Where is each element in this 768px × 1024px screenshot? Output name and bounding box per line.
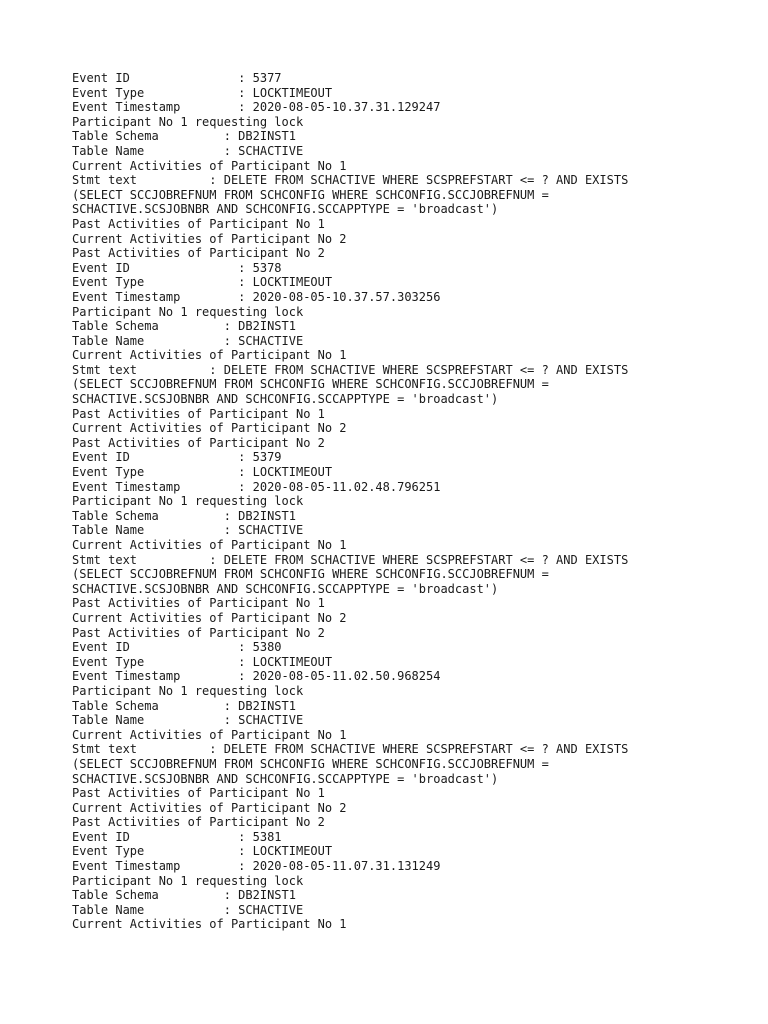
log-line: Current Activities of Participant No 1 [72, 727, 347, 742]
event-list [72, 71, 752, 932]
log-line: Table Name : SCHACTIVE [72, 713, 304, 728]
log-line: Past Activities of Participant No 1 [72, 596, 325, 611]
log-line: Current Activities of Participant No 1 [72, 538, 347, 552]
log-line: Past Activities of Participant No 1 [72, 406, 325, 421]
log-line: (SELECT SCCJOBREFNUM FROM SCHCONFIG WHERE SCHCONFIG.SCCJOBREFNUM = [72, 187, 549, 202]
event-record [72, 450, 752, 640]
log-line: Past Activities of Participant No 2 [72, 625, 325, 640]
log-line: Table Schema : DB2INST1 [72, 698, 296, 713]
log-line: Table Name : SCHACTIVE [72, 902, 304, 917]
log-line: Current Activities of Participant No 2 [72, 421, 347, 436]
log-line: Event Type : LOCKTIMEOUT [72, 465, 333, 480]
log-line: Table Name : SCHACTIVE [72, 523, 304, 538]
log-line: Event Type : LOCKTIMEOUT [72, 654, 333, 669]
log-line: Event Type : LOCKTIMEOUT [72, 844, 333, 859]
log-line: Event Timestamp : 2020-08-05-11.02.48.796251 [72, 479, 441, 494]
log-line: Event ID : 5380 [72, 640, 282, 655]
log-line: Current Activities of Participant No 2 [72, 610, 347, 625]
log-line: Past Activities of Participant No 1 [72, 786, 325, 801]
log-line: SCHACTIVE.SCSJOBNBR AND SCHCONFIG.SCCAPPTYPE = 'broadcast') [72, 202, 499, 217]
log-line: Table Name : SCHACTIVE [72, 333, 304, 348]
log-line: Table Schema : DB2INST1 [72, 508, 296, 523]
log-line: Event ID : 5378 [72, 260, 282, 275]
log-line: Participant No 1 requesting lock [72, 114, 304, 129]
log-line: Past Activities of Participant No 2 [72, 815, 325, 830]
log-line: (SELECT SCCJOBREFNUM FROM SCHCONFIG WHERE SCHCONFIG.SCCJOBREFNUM = [72, 756, 549, 771]
log-line: Event ID : 5381 [72, 829, 282, 844]
log-line: Current Activities of Participant No 2 [72, 231, 347, 246]
log-line: Stmt text : DELETE FROM SCHACTIVE WHERE SCSPREFSTART <= ? AND EXISTS [72, 552, 629, 567]
event-record [72, 640, 752, 830]
log-line: (SELECT SCCJOBREFNUM FROM SCHCONFIG WHERE SCHCONFIG.SCCJOBREFNUM = [72, 567, 549, 582]
log-line: SCHACTIVE.SCSJOBNBR AND SCHCONFIG.SCCAPPTYPE = 'broadcast') [72, 771, 499, 786]
log-line: Participant No 1 requesting lock [72, 494, 304, 509]
log-line: Stmt text : DELETE FROM SCHACTIVE WHERE SCSPREFSTART <= ? AND EXISTS [72, 742, 629, 757]
log-line: Current Activities of Participant No 1 [72, 158, 347, 173]
log-line: Table Name : SCHACTIVE [72, 143, 304, 158]
log-line: Table Schema : DB2INST1 [72, 319, 296, 334]
log-line: Current Activities of Participant No 1 [72, 917, 347, 932]
log-line: Event ID : 5379 [72, 450, 282, 465]
log-line: Table Schema : DB2INST1 [72, 888, 296, 903]
event-record [72, 830, 752, 932]
log-line: Past Activities of Participant No 1 [72, 216, 325, 231]
log-line: (SELECT SCCJOBREFNUM FROM SCHCONFIG WHERE SCHCONFIG.SCCJOBREFNUM = [72, 377, 549, 392]
event-record [72, 261, 752, 451]
event-record [72, 71, 752, 261]
log-line: Event Timestamp : 2020-08-05-11.02.50.968254 [72, 669, 441, 684]
log-line: Event Timestamp : 2020-08-05-10.37.57.303256 [72, 289, 441, 304]
log-line: SCHACTIVE.SCSJOBNBR AND SCHCONFIG.SCCAPPTYPE = 'broadcast') [72, 581, 499, 596]
log-line: Event Timestamp : 2020-08-05-10.37.31.129247 [72, 100, 441, 115]
log-line: Participant No 1 requesting lock [72, 683, 304, 698]
log-line: Event Timestamp : 2020-08-05-11.07.31.131249 [72, 859, 441, 874]
log-document [72, 71, 752, 932]
log-line: Current Activities of Participant No 1 [72, 348, 347, 363]
log-line: Participant No 1 requesting lock [72, 873, 304, 888]
log-line: Event Type : LOCKTIMEOUT [72, 275, 333, 290]
log-line: Participant No 1 requesting lock [72, 304, 304, 319]
log-line: Current Activities of Participant No 2 [72, 800, 347, 815]
log-line: Stmt text : DELETE FROM SCHACTIVE WHERE SCSPREFSTART <= ? AND EXISTS [72, 173, 629, 188]
log-line: Stmt text : DELETE FROM SCHACTIVE WHERE SCSPREFSTART <= ? AND EXISTS [72, 362, 629, 377]
log-line: Table Schema : DB2INST1 [72, 129, 296, 144]
log-line: Past Activities of Participant No 2 [72, 246, 325, 261]
log-line: Past Activities of Participant No 2 [72, 435, 325, 450]
log-line: Event ID : 5377 [72, 71, 282, 85]
log-line: SCHACTIVE.SCSJOBNBR AND SCHCONFIG.SCCAPPTYPE = 'broadcast') [72, 392, 499, 407]
log-line: Event Type : LOCKTIMEOUT [72, 85, 333, 100]
